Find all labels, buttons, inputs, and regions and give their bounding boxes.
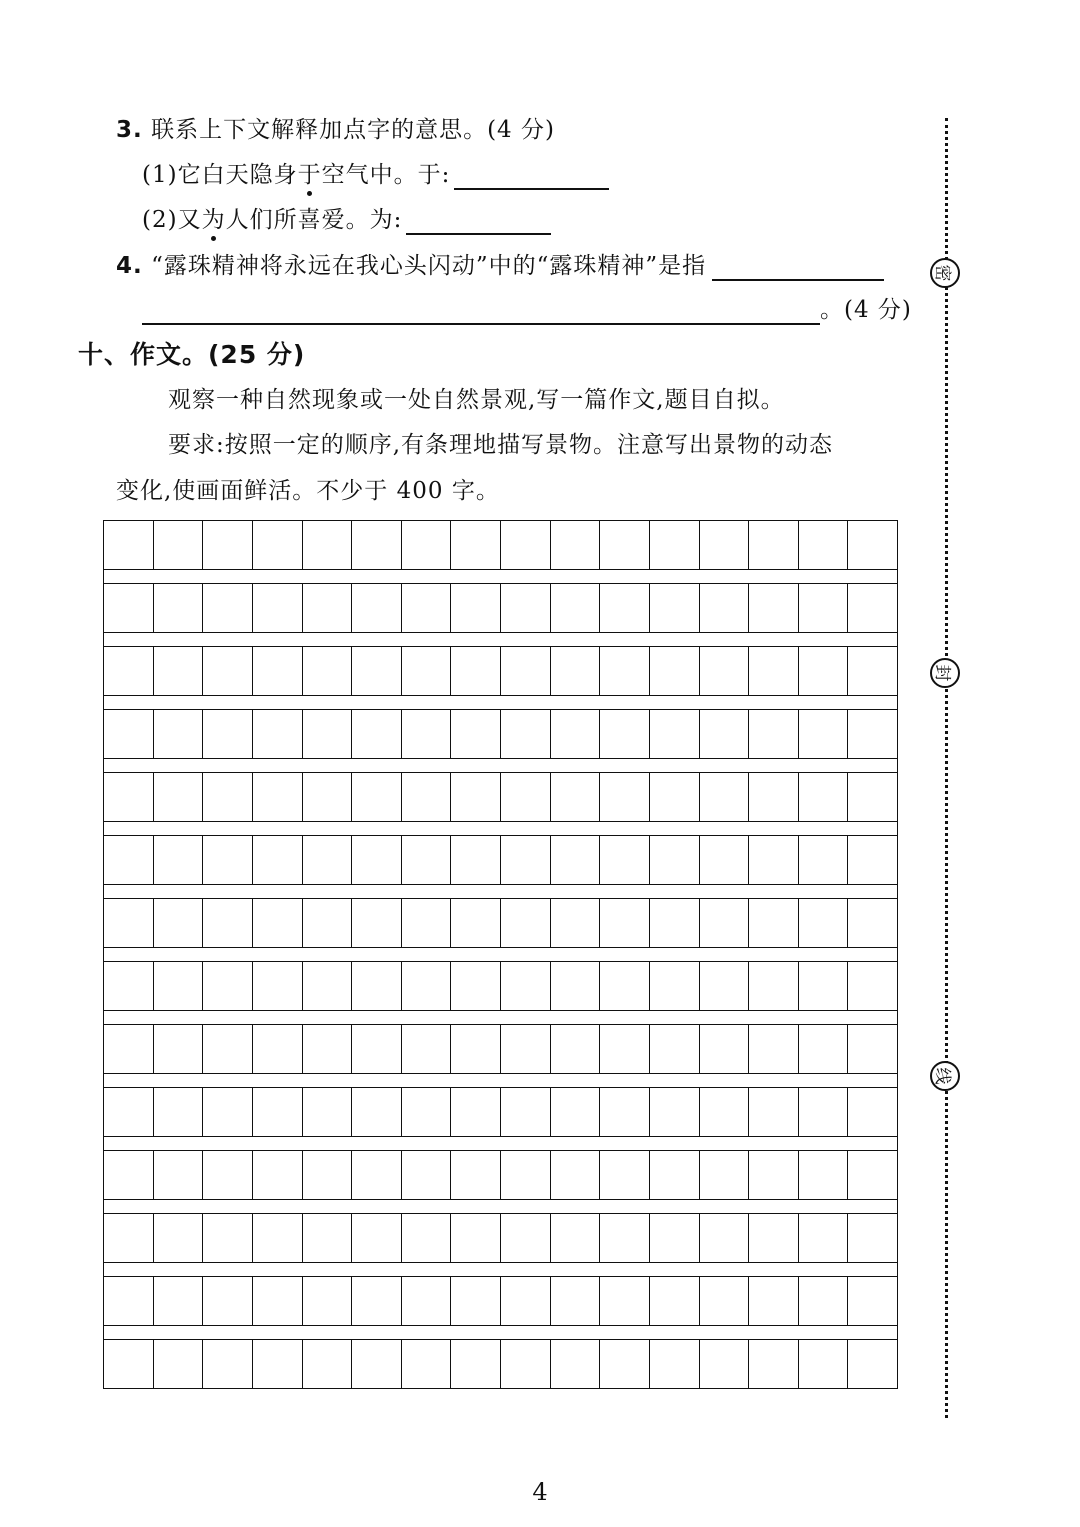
grid-cell[interactable] <box>650 521 700 569</box>
grid-cell[interactable] <box>402 836 452 884</box>
grid-cell[interactable] <box>501 521 551 569</box>
q4-number: 4. <box>116 253 143 279</box>
grid-row <box>103 583 898 633</box>
grid-cell[interactable] <box>451 836 501 884</box>
grid-row-gap <box>103 633 898 646</box>
grid-cell[interactable] <box>253 1214 303 1262</box>
grid-cell[interactable] <box>154 1025 204 1073</box>
grid-cell[interactable] <box>600 647 650 695</box>
grid-cell[interactable] <box>253 710 303 758</box>
grid-cell[interactable] <box>451 584 501 632</box>
grid-cell[interactable] <box>303 962 353 1010</box>
grid-cell[interactable] <box>154 1340 204 1388</box>
grid-cell[interactable] <box>551 1340 601 1388</box>
grid-cell[interactable] <box>104 710 154 758</box>
q4-line1 <box>116 251 884 281</box>
seal-mi-mark: 密 <box>930 258 960 288</box>
grid-cell[interactable] <box>600 1088 650 1136</box>
grid-cell[interactable] <box>749 1340 799 1388</box>
grid-cell[interactable] <box>600 521 650 569</box>
q3-item1-dotted-char: 于 <box>297 162 322 188</box>
grid-cell[interactable] <box>700 584 750 632</box>
grid-cell[interactable] <box>154 773 204 821</box>
grid-cell[interactable] <box>253 1025 303 1073</box>
grid-cell[interactable] <box>700 773 750 821</box>
grid-cell[interactable] <box>303 1025 353 1073</box>
grid-cell[interactable] <box>253 1151 303 1199</box>
grid-cell[interactable] <box>402 710 452 758</box>
grid-cell[interactable] <box>104 962 154 1010</box>
grid-cell[interactable] <box>154 836 204 884</box>
grid-cell[interactable] <box>700 521 750 569</box>
grid-cell[interactable] <box>749 1277 799 1325</box>
grid-cell[interactable] <box>650 710 700 758</box>
grid-row <box>103 520 898 570</box>
section10-prompt: 观察一种自然现象或一处自然景观,写一篇作文,题目自拟。 <box>168 387 785 413</box>
grid-cell[interactable] <box>700 962 750 1010</box>
grid-cell[interactable] <box>799 710 849 758</box>
q3-item2-suffix: 人们所喜爱。为: <box>225 207 403 233</box>
grid-cell[interactable] <box>352 1088 402 1136</box>
grid-cell[interactable] <box>352 1025 402 1073</box>
grid-cell[interactable] <box>551 521 601 569</box>
grid-cell[interactable] <box>700 899 750 947</box>
grid-cell[interactable] <box>402 962 452 1010</box>
grid-cell[interactable] <box>799 773 849 821</box>
section10-requirement-line2: 变化,使画面鲜活。不少于 400 字。 <box>116 478 500 504</box>
grid-cell[interactable] <box>650 1025 700 1073</box>
grid-cell[interactable] <box>203 710 253 758</box>
grid-cell[interactable] <box>253 1088 303 1136</box>
grid-cell[interactable] <box>154 899 204 947</box>
grid-cell[interactable] <box>551 773 601 821</box>
grid-cell[interactable] <box>303 773 353 821</box>
grid-cell[interactable] <box>451 899 501 947</box>
grid-cell[interactable] <box>501 773 551 821</box>
grid-cell[interactable] <box>501 899 551 947</box>
grid-cell[interactable] <box>104 647 154 695</box>
grid-cell[interactable] <box>451 1340 501 1388</box>
q4-answer-blank-1[interactable] <box>712 253 884 281</box>
grid-cell[interactable] <box>352 962 402 1010</box>
grid-cell[interactable] <box>650 584 700 632</box>
grid-cell[interactable] <box>848 899 897 947</box>
grid-cell[interactable] <box>402 521 452 569</box>
grid-cell[interactable] <box>501 962 551 1010</box>
q3-heading <box>116 115 555 145</box>
grid-cell[interactable] <box>848 647 897 695</box>
grid-cell[interactable] <box>104 1025 154 1073</box>
grid-cell[interactable] <box>600 836 650 884</box>
grid-cell[interactable] <box>104 1151 154 1199</box>
grid-cell[interactable] <box>551 1214 601 1262</box>
grid-row-gap <box>103 1011 898 1024</box>
grid-cell[interactable] <box>352 1277 402 1325</box>
grid-row <box>103 1024 898 1074</box>
grid-cell[interactable] <box>650 1214 700 1262</box>
grid-cell[interactable] <box>303 1151 353 1199</box>
grid-cell[interactable] <box>749 1151 799 1199</box>
grid-cell[interactable] <box>749 584 799 632</box>
grid-cell[interactable] <box>154 962 204 1010</box>
grid-cell[interactable] <box>799 1025 849 1073</box>
grid-cell[interactable] <box>600 1214 650 1262</box>
section10-title: 十、作文。(25 分) <box>78 340 306 369</box>
grid-cell[interactable] <box>154 521 204 569</box>
grid-cell[interactable] <box>749 836 799 884</box>
grid-row <box>103 1213 898 1263</box>
grid-cell[interactable] <box>848 1025 897 1073</box>
q3-item1-answer-blank[interactable] <box>454 162 609 190</box>
grid-cell[interactable] <box>749 710 799 758</box>
grid-row <box>103 961 898 1011</box>
grid-cell[interactable] <box>253 521 303 569</box>
grid-cell[interactable] <box>749 1025 799 1073</box>
grid-cell[interactable] <box>551 962 601 1010</box>
grid-row <box>103 1150 898 1200</box>
grid-cell[interactable] <box>749 521 799 569</box>
composition-writing-grid <box>103 520 898 1389</box>
grid-cell[interactable] <box>402 1151 452 1199</box>
seal-feng-mark: 封 <box>930 658 960 688</box>
grid-cell[interactable] <box>104 521 154 569</box>
grid-cell[interactable] <box>253 1277 303 1325</box>
grid-cell[interactable] <box>352 647 402 695</box>
grid-cell[interactable] <box>501 584 551 632</box>
grid-cell[interactable] <box>154 1088 204 1136</box>
grid-cell[interactable] <box>451 1214 501 1262</box>
grid-cell[interactable] <box>203 836 253 884</box>
q3-item1-prefix: (1)它白天隐身 <box>142 162 298 188</box>
grid-cell[interactable] <box>551 1277 601 1325</box>
grid-cell[interactable] <box>303 836 353 884</box>
grid-cell[interactable] <box>154 647 204 695</box>
grid-row <box>103 898 898 948</box>
grid-cell[interactable] <box>203 647 253 695</box>
grid-cell[interactable] <box>799 899 849 947</box>
grid-cell[interactable] <box>551 710 601 758</box>
grid-cell[interactable] <box>799 521 849 569</box>
grid-cell[interactable] <box>848 1340 897 1388</box>
grid-cell[interactable] <box>700 1340 750 1388</box>
seal-xian-mark: 线 <box>930 1061 960 1091</box>
grid-cell[interactable] <box>451 1277 501 1325</box>
grid-cell[interactable] <box>352 1151 402 1199</box>
grid-cell[interactable] <box>402 1088 452 1136</box>
grid-row <box>103 709 898 759</box>
grid-row <box>103 1087 898 1137</box>
q3-item1 <box>142 160 609 190</box>
grid-cell[interactable] <box>848 1277 897 1325</box>
grid-cell[interactable] <box>203 1151 253 1199</box>
grid-cell[interactable] <box>104 899 154 947</box>
q3-item2 <box>142 205 551 235</box>
grid-cell[interactable] <box>451 773 501 821</box>
grid-cell[interactable] <box>799 1340 849 1388</box>
grid-cell[interactable] <box>253 584 303 632</box>
grid-cell[interactable] <box>352 899 402 947</box>
q3-item2-answer-blank[interactable] <box>406 207 551 235</box>
grid-cell[interactable] <box>402 1340 452 1388</box>
grid-cell[interactable] <box>203 773 253 821</box>
grid-cell[interactable] <box>303 521 353 569</box>
grid-cell[interactable] <box>451 521 501 569</box>
grid-row <box>103 772 898 822</box>
grid-cell[interactable] <box>352 1214 402 1262</box>
grid-cell[interactable] <box>700 1088 750 1136</box>
grid-cell[interactable] <box>303 1214 353 1262</box>
grid-cell[interactable] <box>402 1214 452 1262</box>
grid-cell[interactable] <box>203 521 253 569</box>
section10-requirement-line1: 要求:按照一定的顺序,有条理地描写景物。注意写出景物的动态 <box>168 432 834 458</box>
grid-cell[interactable] <box>551 1151 601 1199</box>
q4-line2 <box>142 295 912 325</box>
grid-cell[interactable] <box>203 899 253 947</box>
grid-cell[interactable] <box>799 1214 849 1262</box>
q3-item1-suffix: 空气中。于: <box>321 162 451 188</box>
grid-cell[interactable] <box>650 1277 700 1325</box>
grid-cell[interactable] <box>848 962 897 1010</box>
q3-text: 联系上下文解释加点字的意思。(4 分) <box>151 117 555 143</box>
grid-cell[interactable] <box>203 1277 253 1325</box>
grid-cell[interactable] <box>799 1088 849 1136</box>
grid-cell[interactable] <box>253 773 303 821</box>
grid-row-gap <box>103 759 898 772</box>
grid-cell[interactable] <box>402 1277 452 1325</box>
grid-row-gap <box>103 822 898 835</box>
grid-cell[interactable] <box>451 1025 501 1073</box>
grid-cell[interactable] <box>799 1277 849 1325</box>
q3-item2-dotted-char: 为 <box>201 207 226 233</box>
grid-cell[interactable] <box>600 1277 650 1325</box>
grid-cell[interactable] <box>154 1277 204 1325</box>
grid-cell[interactable] <box>700 1214 750 1262</box>
grid-cell[interactable] <box>451 647 501 695</box>
grid-cell[interactable] <box>650 647 700 695</box>
grid-cell[interactable] <box>848 1151 897 1199</box>
grid-cell[interactable] <box>600 1025 650 1073</box>
grid-cell[interactable] <box>600 1151 650 1199</box>
grid-cell[interactable] <box>451 1151 501 1199</box>
q4-end: 。(4 分) <box>820 297 912 323</box>
grid-cell[interactable] <box>650 1340 700 1388</box>
grid-cell[interactable] <box>352 521 402 569</box>
page-number: 4 <box>532 1478 548 1506</box>
grid-cell[interactable] <box>104 773 154 821</box>
grid-cell[interactable] <box>551 647 601 695</box>
grid-cell[interactable] <box>799 962 849 1010</box>
grid-cell[interactable] <box>501 1088 551 1136</box>
grid-cell[interactable] <box>154 710 204 758</box>
grid-cell[interactable] <box>203 1340 253 1388</box>
q4-answer-blank-2[interactable] <box>142 297 820 325</box>
grid-cell[interactable] <box>501 647 551 695</box>
grid-cell[interactable] <box>501 1214 551 1262</box>
grid-cell[interactable] <box>848 773 897 821</box>
grid-row <box>103 1339 898 1389</box>
grid-cell[interactable] <box>600 899 650 947</box>
grid-cell[interactable] <box>501 836 551 884</box>
grid-cell[interactable] <box>203 584 253 632</box>
grid-cell[interactable] <box>600 962 650 1010</box>
grid-cell[interactable] <box>203 962 253 1010</box>
grid-cell[interactable] <box>848 710 897 758</box>
grid-cell[interactable] <box>402 584 452 632</box>
grid-cell[interactable] <box>352 1340 402 1388</box>
grid-cell[interactable] <box>501 1025 551 1073</box>
grid-cell[interactable] <box>799 836 849 884</box>
grid-cell[interactable] <box>303 1277 353 1325</box>
grid-cell[interactable] <box>799 1151 849 1199</box>
grid-row-gap <box>103 696 898 709</box>
grid-row-gap <box>103 1200 898 1213</box>
grid-cell[interactable] <box>451 710 501 758</box>
grid-cell[interactable] <box>104 1214 154 1262</box>
grid-cell[interactable] <box>501 1277 551 1325</box>
grid-cell[interactable] <box>154 584 204 632</box>
grid-cell[interactable] <box>203 1214 253 1262</box>
grid-cell[interactable] <box>303 710 353 758</box>
grid-cell[interactable] <box>700 710 750 758</box>
grid-cell[interactable] <box>352 836 402 884</box>
grid-cell[interactable] <box>749 962 799 1010</box>
grid-cell[interactable] <box>650 1088 700 1136</box>
grid-cell[interactable] <box>551 1088 601 1136</box>
grid-row-gap <box>103 1263 898 1276</box>
grid-cell[interactable] <box>501 1340 551 1388</box>
grid-cell[interactable] <box>104 584 154 632</box>
grid-cell[interactable] <box>451 1088 501 1136</box>
grid-cell[interactable] <box>700 1277 750 1325</box>
grid-cell[interactable] <box>253 899 303 947</box>
grid-cell[interactable] <box>551 584 601 632</box>
grid-row-gap <box>103 948 898 961</box>
grid-cell[interactable] <box>352 773 402 821</box>
grid-cell[interactable] <box>848 1214 897 1262</box>
grid-cell[interactable] <box>154 1151 204 1199</box>
grid-cell[interactable] <box>352 584 402 632</box>
grid-cell[interactable] <box>303 647 353 695</box>
grid-cell[interactable] <box>650 1151 700 1199</box>
grid-cell[interactable] <box>700 836 750 884</box>
grid-cell[interactable] <box>203 1025 253 1073</box>
grid-cell[interactable] <box>501 710 551 758</box>
grid-cell[interactable] <box>848 836 897 884</box>
grid-cell[interactable] <box>749 1088 799 1136</box>
grid-row <box>103 646 898 696</box>
grid-cell[interactable] <box>402 647 452 695</box>
grid-cell[interactable] <box>799 584 849 632</box>
grid-cell[interactable] <box>799 647 849 695</box>
grid-row-gap <box>103 1074 898 1087</box>
grid-cell[interactable] <box>104 1088 154 1136</box>
grid-row <box>103 835 898 885</box>
grid-cell[interactable] <box>600 584 650 632</box>
grid-cell[interactable] <box>749 1214 799 1262</box>
grid-cell[interactable] <box>303 1088 353 1136</box>
grid-cell[interactable] <box>600 1340 650 1388</box>
grid-cell[interactable] <box>848 584 897 632</box>
grid-cell[interactable] <box>501 1151 551 1199</box>
grid-cell[interactable] <box>253 836 303 884</box>
grid-cell[interactable] <box>104 1340 154 1388</box>
grid-cell[interactable] <box>700 1025 750 1073</box>
grid-cell[interactable] <box>402 773 452 821</box>
q3-item2-prefix: (2)又 <box>142 207 202 233</box>
grid-cell[interactable] <box>650 899 700 947</box>
grid-cell[interactable] <box>253 962 303 1010</box>
grid-cell[interactable] <box>253 647 303 695</box>
grid-row <box>103 1276 898 1326</box>
grid-cell[interactable] <box>650 773 700 821</box>
grid-cell[interactable] <box>352 710 402 758</box>
q4-text: “露珠精神将永远在我心头闪动”中的“露珠精神”是指 <box>151 253 707 279</box>
grid-cell[interactable] <box>749 647 799 695</box>
q3-number: 3. <box>116 117 143 143</box>
grid-cell[interactable] <box>303 899 353 947</box>
grid-cell[interactable] <box>203 1088 253 1136</box>
grid-cell[interactable] <box>402 899 452 947</box>
grid-cell[interactable] <box>104 836 154 884</box>
grid-row-gap <box>103 570 898 583</box>
grid-cell[interactable] <box>551 899 601 947</box>
grid-cell[interactable] <box>303 584 353 632</box>
seal-dotted-line <box>945 118 948 1418</box>
grid-cell[interactable] <box>749 773 799 821</box>
grid-cell[interactable] <box>650 836 700 884</box>
grid-cell[interactable] <box>253 1340 303 1388</box>
grid-cell[interactable] <box>303 1340 353 1388</box>
grid-row-gap <box>103 1326 898 1339</box>
grid-row-gap <box>103 1137 898 1150</box>
grid-cell[interactable] <box>104 1277 154 1325</box>
grid-row-gap <box>103 885 898 898</box>
grid-cell[interactable] <box>848 1088 897 1136</box>
grid-cell[interactable] <box>700 1151 750 1199</box>
grid-cell[interactable] <box>700 647 750 695</box>
grid-cell[interactable] <box>154 1214 204 1262</box>
grid-cell[interactable] <box>600 773 650 821</box>
grid-cell[interactable] <box>749 899 799 947</box>
grid-cell[interactable] <box>451 962 501 1010</box>
grid-cell[interactable] <box>650 962 700 1010</box>
grid-cell[interactable] <box>600 710 650 758</box>
grid-cell[interactable] <box>551 836 601 884</box>
grid-cell[interactable] <box>402 1025 452 1073</box>
grid-cell[interactable] <box>551 1025 601 1073</box>
grid-cell[interactable] <box>848 521 897 569</box>
